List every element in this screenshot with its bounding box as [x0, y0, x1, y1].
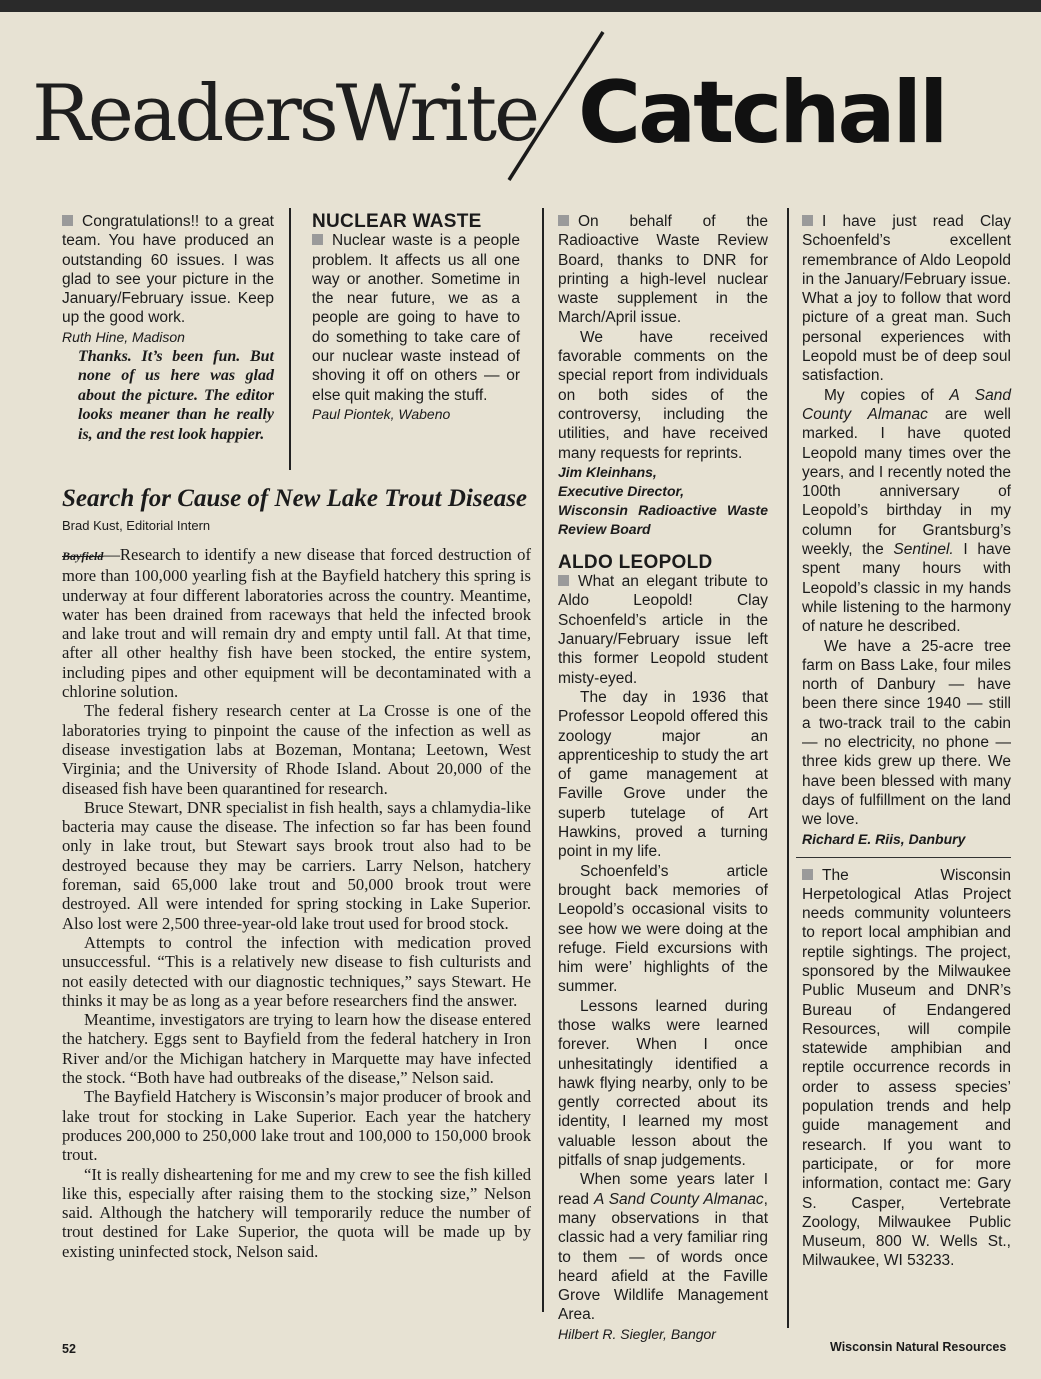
letter-text: I have just read Clay Schoenfeld’s excellent remembrance of Aldo Leopold in the January/February issue. What a joy to follow that word picture of a great man. Such personal experiences with Leopold must be of deep soul satisfaction. [802, 213, 1011, 385]
masthead-catchall: Catchall [578, 63, 946, 163]
letter-text [802, 386, 1011, 637]
letter-text: What an elegant tribute to Aldo Leopold! Clay Schoenfeld’s article in the January/February issue left this former Leopold student misty-eyed. [558, 573, 768, 687]
letter-signature: Ruth Hine, Madison [62, 328, 185, 345]
editor-reply: Thanks. It’s been fun. But none of us here was glad about the picture. The editor looks meaner than he really is, and the rest look happier. [78, 347, 274, 443]
text-run: My copies of [824, 386, 950, 404]
story-paragraph: The Bayfield Hatchery is Wisconsin’s major producer of brook and lake trout for stocking in Lake Superior. Each year the hatchery produces 200,000 to 250,000 lake trout and 100,000 to 150,000 brook trout. [62, 1087, 531, 1165]
book-title: A Sand County Almanac [593, 1190, 764, 1208]
signature-organization: Wisconsin Radioactive Waste Review Board [558, 501, 768, 537]
magazine-name: Wisconsin Natural Resources [830, 1340, 1007, 1354]
story-paragraph: The federal fishery research center at La Crosse is one of the laboratories trying to pinpoint the cause of the infection as well as disease investigation labs at Bozeman, Montana; Leetown, West Virginia; and the University of Rhode Island. About 20,000 of the diseased fish have been quarantined for research. [62, 701, 531, 798]
letter-signature: Paul Piontek, Wabeno [312, 405, 451, 422]
text-run: I have spent many hours with Leopold’s classic in my hands while listening to the harmony of nature he described. [802, 541, 1011, 636]
letter-text: Schoenfeld’s article brought back memories of Leopold’s occasional visits to see how we were doing at the refuge. Field excursions with him were’ highlights of the summer. [558, 862, 768, 996]
story-paragraph: Bruce Stewart, DNR specialist in fish health, says a chlamydia-like bacteria may cause the disease. The infection so far has been found only in lake trout, but Stewart says brook trout also had to be destroyed because they may be carriers. Larry Nelson, hatchery foreman, said 65,000 lake trout and 50,000 brook trout were destroyed. All were intended for spring stocking in Lake Superior. Also lost were 2,500 three-year-old lake trout used for brood stock. [62, 797, 531, 933]
newspaper-title: Sentinel. [893, 541, 954, 559]
letter-signature: Jim Kleinhans, [558, 463, 657, 480]
section-heading-nuclear-waste: NUCLEAR WASTE [312, 211, 482, 232]
letter-text: The Wisconsin Herpetological Atlas Project needs community volunteers to report local amphibian and reptile sightings. The project, sponsored by the Milwaukee Public Museum and DNR’s Bureau of Endangered Resources, will compile statewide amphibian and reptile occurrence records in order to assess species’ population trends and help guide management and research. If you want to participate, or for more information, contact me: Gary S. Casper, Vertebrate Zoology, Milwaukee Public Museum, 800 W. Wells St., Milwaukee, WI 53233. [802, 866, 1011, 1270]
letter-text [558, 1170, 768, 1324]
page-number: 52 [62, 1342, 76, 1356]
letter-divider [796, 857, 1011, 858]
story-headline: Search for Cause of New Lake Trout Disease [62, 485, 528, 512]
top-border [0, 0, 1041, 12]
letter-text: On behalf of the Radioactive Waste Review Board, thanks to DNR for printing a high-level nuclear waste supplement in the March/April issue. [558, 213, 768, 327]
bullet-square [558, 575, 569, 586]
story-dateline: Bayfield [62, 549, 104, 563]
column-three [558, 212, 768, 1344]
story-body [62, 545, 531, 1261]
letter-text: We have a 25-acre tree farm on Bass Lake, four miles north of Danbury — have been there since 1940 — still a two-track trail to the cabin — no electricity, no phone — three kids grew up there. We have been blessed with many days of fulfillment on the land we love. [802, 637, 1011, 829]
column-rule [542, 208, 544, 1312]
story-byline: Brad Kust, Editorial Intern [62, 518, 211, 533]
letter-text: Lessons learned during those walks were learned forever. When I once unhesitatingly identified a hawk flying nearby, only to be gently corrected about its identity, I learned my most valuable lesson about the pitfalls of snap judgements. [558, 997, 768, 1170]
bullet-square [558, 215, 569, 226]
letter-text: Nuclear waste is a people problem. It affects us all one way or another. Sometime in the near future, we as a people are going to have to do something to take care of our nuclear waste instead of shoving it off on others — or else quit making the stuff. [312, 232, 520, 404]
letter-text: Congratulations!! to a great team. You have produced an outstanding 60 issues. I was glad to see your picture in the January/February issue. Keep up the good work. [62, 213, 274, 327]
masthead-readers-write: ReadersWrite [32, 69, 538, 159]
letter-nuclear-waste [312, 212, 520, 424]
story-paragraph: —Research to identify a new disease that forced destruction of more than 100,000 yearling fish at the Bayfield hatchery this spring is underway at four different laboratories across the country. Meantime, water has been drained from raceways that held the infected brook and lake trout and will remain dry and empty until fall. At that time, after all other healthy fish have been stocked, the entire system, including pipes and other equipment will be decontaminated with a chlorine solution. [62, 545, 531, 702]
bullet-square [62, 215, 73, 226]
story-paragraph: “It is really disheartening for me and my crew to see the fish killed like this, especially after raising them to the stocking size,” Nelson said. Although the hatchery will temporarily reduce the number of trout destined for Lake Superior, the quota will be made up by existing uninfected stock, Nelson said. [62, 1164, 531, 1261]
bullet-square [802, 215, 813, 226]
letter-signature: Richard E. Riis, Danbury [802, 830, 966, 847]
letter-congratulations [62, 212, 274, 444]
story-paragraph: Attempts to control the infection with medication proved unsuccessful. “This is a relatively new disease to fish culturists and not easily detected with our diagnostic techniques,” says Stewart. He thinks it may be as long as a year before researchers find the answer. [62, 932, 531, 1010]
bullet-square [802, 869, 813, 880]
masthead [0, 30, 1041, 190]
story-paragraph: Meantime, investigators are trying to learn how the disease entered the hatchery. Eggs sent to Bayfield from the federal hatchery in Iron River and/or the Michigan hatchery in Marquette may have infected the stock. “Both have had outbreaks of the disease,” Nelson said. [62, 1010, 531, 1088]
column-rule [289, 208, 291, 470]
section-heading-aldo-leopold: ALDO LEOPOLD [558, 551, 713, 573]
signature-title: Executive Director, [558, 482, 685, 499]
letter-text: The day in 1936 that Professor Leopold offered this zoology major an apprenticeship to study the art of game management at Faville Grove under the superb tutelage of Art Hawkins, proved a turning point in my life. [558, 688, 768, 861]
letter-signature: Hilbert R. Siegler, Bangor [558, 1325, 716, 1342]
text-run: When some years later I read [558, 1171, 768, 1208]
letter-text: We have received favorable comments on the special report from individuals on both sides of the controversy, including the utilities, and have received many requests for reprints. [558, 328, 768, 462]
column-four [802, 212, 1011, 1271]
bullet-square [312, 234, 323, 245]
text-run: , many observations in that classic had a very familiar ring to them — of words once heard afield at the Faville Grove Wildlife Management Area. [558, 1190, 768, 1324]
text-run: are well marked. I have quoted Leopold many times over the years, and I recently noted the 100th anniversary of Leopold’s birthday in my column for Grantsburg’s weekly, the [802, 405, 1011, 559]
column-rule [787, 208, 789, 1328]
book-title: A Sand County Almanac [802, 386, 1011, 423]
